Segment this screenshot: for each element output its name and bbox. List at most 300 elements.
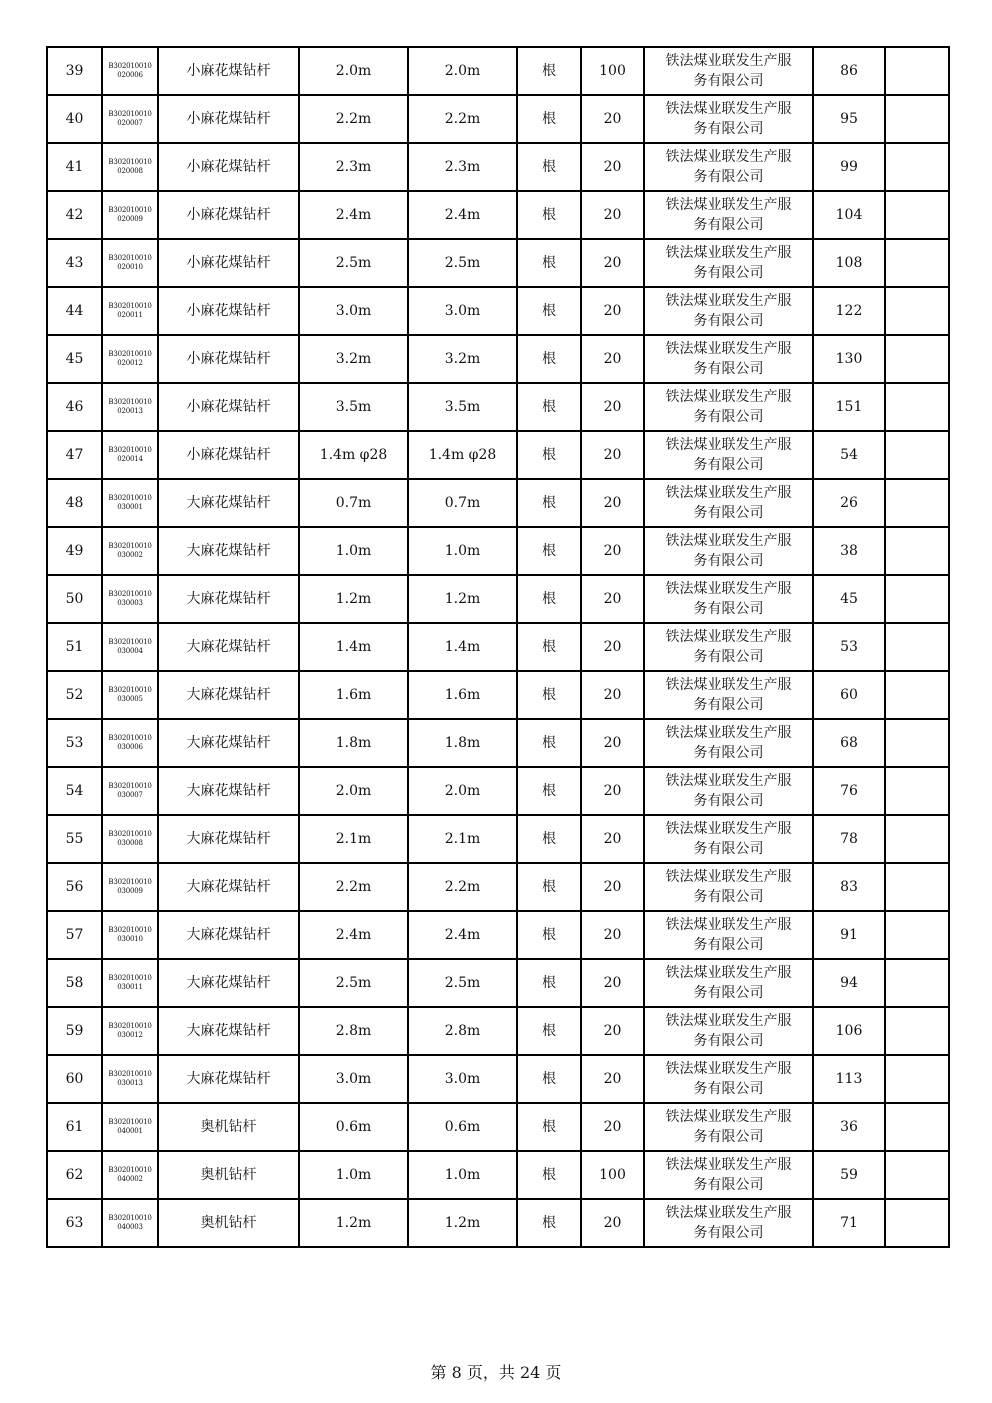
quantity-cell: 20: [581, 1199, 644, 1247]
supplier-line: 铁法煤业联发生产服: [665, 485, 792, 501]
supplier-line: 务有限公司: [693, 361, 764, 377]
supplier-cell: [644, 431, 813, 479]
supplier-line: 务有限公司: [693, 217, 764, 233]
quantity-cell: 20: [581, 527, 644, 575]
material-code-line: B302010010: [108, 1165, 152, 1174]
supplier-line: 铁法煤业联发生产服: [665, 197, 792, 213]
material-code-line: B302010010: [108, 1213, 152, 1222]
supplier-line: 务有限公司: [693, 1177, 764, 1193]
material-code-line: 020011: [117, 311, 143, 319]
supplier-line: 铁法煤业联发生产服: [665, 1061, 792, 1077]
quantity-cell: 20: [581, 143, 644, 191]
spec-cell: 1.8m: [299, 719, 408, 767]
price-cell: 59: [813, 1151, 885, 1199]
supplier-line: 铁法煤业联发生产服: [665, 773, 792, 789]
material-code-line: 030007: [117, 791, 143, 799]
spec-cell: 0.7m: [299, 479, 408, 527]
item-name-cell: 奥机钻杆: [158, 1199, 299, 1247]
supplier-line: 务有限公司: [693, 313, 764, 329]
row-number-cell: 46: [47, 383, 102, 431]
model-cell: 2.5m: [408, 959, 517, 1007]
price-cell: 86: [813, 47, 885, 95]
material-code-line: B302010010: [108, 781, 152, 790]
table-row: [47, 911, 949, 959]
material-code-cell: [102, 719, 158, 767]
table-row: [47, 335, 949, 383]
supplier-cell: [644, 767, 813, 815]
quantity-cell: 20: [581, 815, 644, 863]
material-code-line: B302010010: [108, 445, 152, 454]
supplier-line: 务有限公司: [693, 1033, 764, 1049]
material-code-line: B302010010: [108, 253, 152, 262]
item-name-cell: 大麻花煤钻杆: [158, 575, 299, 623]
unit-cell: 根: [517, 287, 581, 335]
model-cell: 0.6m: [408, 1103, 517, 1151]
quantity-cell: 20: [581, 95, 644, 143]
item-name-cell: 大麻花煤钻杆: [158, 863, 299, 911]
supplier-line: 务有限公司: [693, 457, 764, 473]
material-code-line: 030004: [117, 647, 143, 655]
table-row: [47, 1055, 949, 1103]
material-code-cell: [102, 1151, 158, 1199]
model-cell: 1.0m: [408, 1151, 517, 1199]
material-code-line: B302010010: [108, 1117, 152, 1126]
supplier-line: 铁法煤业联发生产服: [665, 293, 792, 309]
remark-cell: [885, 47, 949, 95]
supplier-line: 务有限公司: [693, 73, 764, 89]
quantity-cell: 20: [581, 431, 644, 479]
supplier-cell: [644, 239, 813, 287]
spec-cell: 3.5m: [299, 383, 408, 431]
supplier-line: 务有限公司: [693, 169, 764, 185]
item-name-cell: 小麻花煤钻杆: [158, 47, 299, 95]
quantity-cell: 20: [581, 191, 644, 239]
price-cell: 130: [813, 335, 885, 383]
material-code-cell: [102, 1199, 158, 1247]
material-code-cell: [102, 479, 158, 527]
item-name-cell: 小麻花煤钻杆: [158, 239, 299, 287]
supplier-cell: [644, 479, 813, 527]
supplier-cell: [644, 383, 813, 431]
item-name-cell: 大麻花煤钻杆: [158, 671, 299, 719]
supplier-line: 铁法煤业联发生产服: [665, 1109, 792, 1125]
table-row: [47, 1007, 949, 1055]
material-code-line: B302010010: [108, 301, 152, 310]
quantity-cell: 20: [581, 239, 644, 287]
supplier-line: 务有限公司: [693, 841, 764, 857]
item-name-cell: 小麻花煤钻杆: [158, 143, 299, 191]
material-code-cell: [102, 335, 158, 383]
model-cell: 2.4m: [408, 191, 517, 239]
material-code-line: 040003: [117, 1223, 143, 1231]
supplier-line: 铁法煤业联发生产服: [665, 101, 792, 117]
quantity-cell: 20: [581, 479, 644, 527]
table-row: [47, 1151, 949, 1199]
table-row: [47, 719, 949, 767]
remark-cell: [885, 287, 949, 335]
material-code-cell: [102, 911, 158, 959]
row-number-cell: 39: [47, 47, 102, 95]
model-cell: 3.0m: [408, 1055, 517, 1103]
row-number-cell: 47: [47, 431, 102, 479]
supplier-line: 务有限公司: [693, 985, 764, 1001]
item-name-cell: 小麻花煤钻杆: [158, 287, 299, 335]
supplier-cell: [644, 911, 813, 959]
unit-cell: 根: [517, 431, 581, 479]
material-code-line: 040002: [117, 1175, 143, 1183]
material-code-cell: [102, 191, 158, 239]
unit-cell: 根: [517, 191, 581, 239]
unit-cell: 根: [517, 575, 581, 623]
supplier-line: 务有限公司: [693, 265, 764, 281]
supplier-cell: [644, 623, 813, 671]
row-number-cell: 56: [47, 863, 102, 911]
supplier-cell: [644, 95, 813, 143]
material-code-cell: [102, 815, 158, 863]
unit-cell: 根: [517, 383, 581, 431]
supplier-line: 铁法煤业联发生产服: [665, 437, 792, 453]
material-code-line: 020012: [117, 359, 143, 367]
supplier-cell: [644, 47, 813, 95]
model-cell: 2.4m: [408, 911, 517, 959]
material-code-line: 030011: [117, 983, 143, 991]
supplier-line: 铁法煤业联发生产服: [665, 869, 792, 885]
supplier-line: 铁法煤业联发生产服: [665, 1205, 792, 1221]
supplier-cell: [644, 1103, 813, 1151]
spec-cell: 1.4m: [299, 623, 408, 671]
supplier-line: 务有限公司: [693, 1129, 764, 1145]
quantity-cell: 20: [581, 623, 644, 671]
spec-cell: 2.5m: [299, 239, 408, 287]
spec-cell: 2.1m: [299, 815, 408, 863]
model-cell: 3.5m: [408, 383, 517, 431]
item-name-cell: 奥机钻杆: [158, 1103, 299, 1151]
spec-cell: 1.6m: [299, 671, 408, 719]
quantity-cell: 20: [581, 1007, 644, 1055]
row-number-cell: 40: [47, 95, 102, 143]
row-number-cell: 59: [47, 1007, 102, 1055]
supplier-cell: [644, 527, 813, 575]
spec-cell: 2.0m: [299, 47, 408, 95]
material-code-line: 030010: [117, 935, 143, 943]
supplier-cell: [644, 959, 813, 1007]
unit-cell: 根: [517, 527, 581, 575]
supplier-line: 铁法煤业联发生产服: [665, 821, 792, 837]
model-cell: 1.0m: [408, 527, 517, 575]
supplier-cell: [644, 143, 813, 191]
material-code-cell: [102, 527, 158, 575]
row-number-cell: 62: [47, 1151, 102, 1199]
material-code-line: B302010010: [108, 589, 152, 598]
row-number-cell: 50: [47, 575, 102, 623]
unit-cell: 根: [517, 1007, 581, 1055]
material-code-line: B302010010: [108, 397, 152, 406]
supplier-cell: [644, 1007, 813, 1055]
unit-cell: 根: [517, 47, 581, 95]
supplier-line: 铁法煤业联发生产服: [665, 1013, 792, 1029]
supplier-cell: [644, 335, 813, 383]
material-code-line: B302010010: [108, 877, 152, 886]
supplier-line: 铁法煤业联发生产服: [665, 533, 792, 549]
remark-cell: [885, 431, 949, 479]
unit-cell: 根: [517, 239, 581, 287]
table-row: [47, 95, 949, 143]
supplier-cell: [644, 719, 813, 767]
row-number-cell: 52: [47, 671, 102, 719]
model-cell: 2.2m: [408, 863, 517, 911]
material-code-line: B302010010: [108, 205, 152, 214]
quantity-cell: 20: [581, 1055, 644, 1103]
row-number-cell: 41: [47, 143, 102, 191]
quantity-cell: 20: [581, 911, 644, 959]
unit-cell: 根: [517, 815, 581, 863]
material-code-line: B302010010: [108, 637, 152, 646]
supplier-cell: [644, 863, 813, 911]
item-name-cell: 大麻花煤钻杆: [158, 479, 299, 527]
unit-cell: 根: [517, 335, 581, 383]
material-code-line: B302010010: [108, 157, 152, 166]
quantity-cell: 100: [581, 1151, 644, 1199]
spec-cell: 2.4m: [299, 911, 408, 959]
model-cell: 3.0m: [408, 287, 517, 335]
remark-cell: [885, 767, 949, 815]
remark-cell: [885, 623, 949, 671]
material-code-cell: [102, 575, 158, 623]
supplier-line: 铁法煤业联发生产服: [665, 1157, 792, 1173]
item-name-cell: 小麻花煤钻杆: [158, 431, 299, 479]
supplier-cell: [644, 191, 813, 239]
spec-cell: 2.0m: [299, 767, 408, 815]
price-cell: 94: [813, 959, 885, 1007]
material-code-line: B302010010: [108, 973, 152, 982]
remark-cell: [885, 383, 949, 431]
remark-cell: [885, 1055, 949, 1103]
supplier-cell: [644, 575, 813, 623]
quantity-cell: 20: [581, 1103, 644, 1151]
quantity-cell: 20: [581, 959, 644, 1007]
remark-cell: [885, 1103, 949, 1151]
unit-cell: 根: [517, 767, 581, 815]
item-name-cell: 大麻花煤钻杆: [158, 1055, 299, 1103]
material-code-line: B302010010: [108, 61, 152, 70]
spec-cell: 0.6m: [299, 1103, 408, 1151]
remark-cell: [885, 479, 949, 527]
supplier-cell: [644, 1151, 813, 1199]
row-number-cell: 42: [47, 191, 102, 239]
supplier-cell: [644, 1199, 813, 1247]
item-name-cell: 大麻花煤钻杆: [158, 719, 299, 767]
spec-cell: 1.2m: [299, 575, 408, 623]
item-name-cell: 大麻花煤钻杆: [158, 767, 299, 815]
item-name-cell: 大麻花煤钻杆: [158, 911, 299, 959]
price-cell: 60: [813, 671, 885, 719]
material-code-line: 020009: [117, 215, 143, 223]
unit-cell: 根: [517, 95, 581, 143]
supplier-line: 务有限公司: [693, 745, 764, 761]
item-name-cell: 奥机钻杆: [158, 1151, 299, 1199]
material-code-cell: [102, 239, 158, 287]
quantity-cell: 100: [581, 47, 644, 95]
price-cell: 108: [813, 239, 885, 287]
material-code-line: 030005: [117, 695, 143, 703]
spec-cell: 1.4m φ28: [299, 431, 408, 479]
remark-cell: [885, 1151, 949, 1199]
unit-cell: 根: [517, 911, 581, 959]
table-row: [47, 383, 949, 431]
row-number-cell: 43: [47, 239, 102, 287]
supplier-cell: [644, 287, 813, 335]
supplier-line: 铁法煤业联发生产服: [665, 581, 792, 597]
price-cell: 91: [813, 911, 885, 959]
supplier-line: 铁法煤业联发生产服: [665, 149, 792, 165]
model-cell: 2.1m: [408, 815, 517, 863]
unit-cell: 根: [517, 1103, 581, 1151]
table-row: [47, 1199, 949, 1247]
material-code-line: 030006: [117, 743, 143, 751]
model-cell: 3.2m: [408, 335, 517, 383]
spec-cell: 2.3m: [299, 143, 408, 191]
model-cell: 1.4m φ28: [408, 431, 517, 479]
supplier-line: 铁法煤业联发生产服: [665, 629, 792, 645]
table-row: [47, 575, 949, 623]
supplier-line: 铁法煤业联发生产服: [665, 725, 792, 741]
item-name-cell: 小麻花煤钻杆: [158, 191, 299, 239]
supplier-line: 务有限公司: [693, 409, 764, 425]
remark-cell: [885, 959, 949, 1007]
remark-cell: [885, 335, 949, 383]
unit-cell: 根: [517, 143, 581, 191]
row-number-cell: 55: [47, 815, 102, 863]
material-code-line: 030008: [117, 839, 143, 847]
quantity-cell: 20: [581, 575, 644, 623]
table-row: [47, 959, 949, 1007]
material-code-line: 040001: [117, 1127, 143, 1135]
material-code-line: B302010010: [108, 829, 152, 838]
spec-cell: 3.2m: [299, 335, 408, 383]
material-code-line: 030002: [117, 551, 143, 559]
price-cell: 113: [813, 1055, 885, 1103]
row-number-cell: 61: [47, 1103, 102, 1151]
material-code-cell: [102, 287, 158, 335]
price-cell: 53: [813, 623, 885, 671]
material-code-cell: [102, 767, 158, 815]
price-cell: 54: [813, 431, 885, 479]
model-cell: 2.2m: [408, 95, 517, 143]
material-code-line: 030012: [117, 1031, 143, 1039]
material-code-line: B302010010: [108, 109, 152, 118]
spec-cell: 2.5m: [299, 959, 408, 1007]
item-name-cell: 大麻花煤钻杆: [158, 623, 299, 671]
model-cell: 1.2m: [408, 1199, 517, 1247]
spec-cell: 2.2m: [299, 863, 408, 911]
model-cell: 2.8m: [408, 1007, 517, 1055]
supplier-line: 务有限公司: [693, 1081, 764, 1097]
table-row: [47, 143, 949, 191]
unit-cell: 根: [517, 479, 581, 527]
material-code-line: 020013: [117, 407, 143, 415]
unit-cell: 根: [517, 1151, 581, 1199]
material-code-line: 020008: [117, 167, 143, 175]
quantity-cell: 20: [581, 719, 644, 767]
material-code-cell: [102, 959, 158, 1007]
model-cell: 1.2m: [408, 575, 517, 623]
table-row: [47, 863, 949, 911]
material-code-cell: [102, 1007, 158, 1055]
item-name-cell: 大麻花煤钻杆: [158, 527, 299, 575]
supplier-line: 铁法煤业联发生产服: [665, 53, 792, 69]
material-code-line: 020014: [117, 455, 143, 463]
price-table: [46, 46, 950, 1248]
material-code-line: B302010010: [108, 685, 152, 694]
price-cell: 83: [813, 863, 885, 911]
price-cell: 122: [813, 287, 885, 335]
supplier-line: 务有限公司: [693, 697, 764, 713]
supplier-line: 铁法煤业联发生产服: [665, 341, 792, 357]
price-cell: 76: [813, 767, 885, 815]
supplier-cell: [644, 1055, 813, 1103]
quantity-cell: 20: [581, 767, 644, 815]
price-cell: 151: [813, 383, 885, 431]
row-number-cell: 58: [47, 959, 102, 1007]
material-code-line: B302010010: [108, 733, 152, 742]
table-row: [47, 287, 949, 335]
remark-cell: [885, 1199, 949, 1247]
quantity-cell: 20: [581, 863, 644, 911]
item-name-cell: 小麻花煤钻杆: [158, 383, 299, 431]
supplier-line: 务有限公司: [693, 553, 764, 569]
remark-cell: [885, 527, 949, 575]
model-cell: 2.0m: [408, 767, 517, 815]
spec-cell: 1.0m: [299, 1151, 408, 1199]
material-code-cell: [102, 1055, 158, 1103]
quantity-cell: 20: [581, 383, 644, 431]
row-number-cell: 60: [47, 1055, 102, 1103]
unit-cell: 根: [517, 863, 581, 911]
table-row: [47, 431, 949, 479]
table-row: [47, 191, 949, 239]
unit-cell: 根: [517, 623, 581, 671]
material-code-line: B302010010: [108, 925, 152, 934]
supplier-line: 铁法煤业联发生产服: [665, 245, 792, 261]
supplier-cell: [644, 815, 813, 863]
row-number-cell: 44: [47, 287, 102, 335]
price-cell: 95: [813, 95, 885, 143]
remark-cell: [885, 575, 949, 623]
table-row: [47, 47, 949, 95]
material-code-line: 020010: [117, 263, 143, 271]
spec-cell: 3.0m: [299, 1055, 408, 1103]
unit-cell: 根: [517, 1055, 581, 1103]
row-number-cell: 53: [47, 719, 102, 767]
table-row: [47, 239, 949, 287]
material-code-cell: [102, 623, 158, 671]
table-row: [47, 527, 949, 575]
spec-cell: 1.2m: [299, 1199, 408, 1247]
supplier-line: 务有限公司: [693, 937, 764, 953]
price-cell: 78: [813, 815, 885, 863]
remark-cell: [885, 671, 949, 719]
supplier-line: 铁法煤业联发生产服: [665, 389, 792, 405]
unit-cell: 根: [517, 1199, 581, 1247]
quantity-cell: 20: [581, 671, 644, 719]
spec-cell: 2.2m: [299, 95, 408, 143]
table-row: [47, 479, 949, 527]
price-cell: 71: [813, 1199, 885, 1247]
remark-cell: [885, 815, 949, 863]
supplier-line: 务有限公司: [693, 601, 764, 617]
row-number-cell: 49: [47, 527, 102, 575]
remark-cell: [885, 719, 949, 767]
